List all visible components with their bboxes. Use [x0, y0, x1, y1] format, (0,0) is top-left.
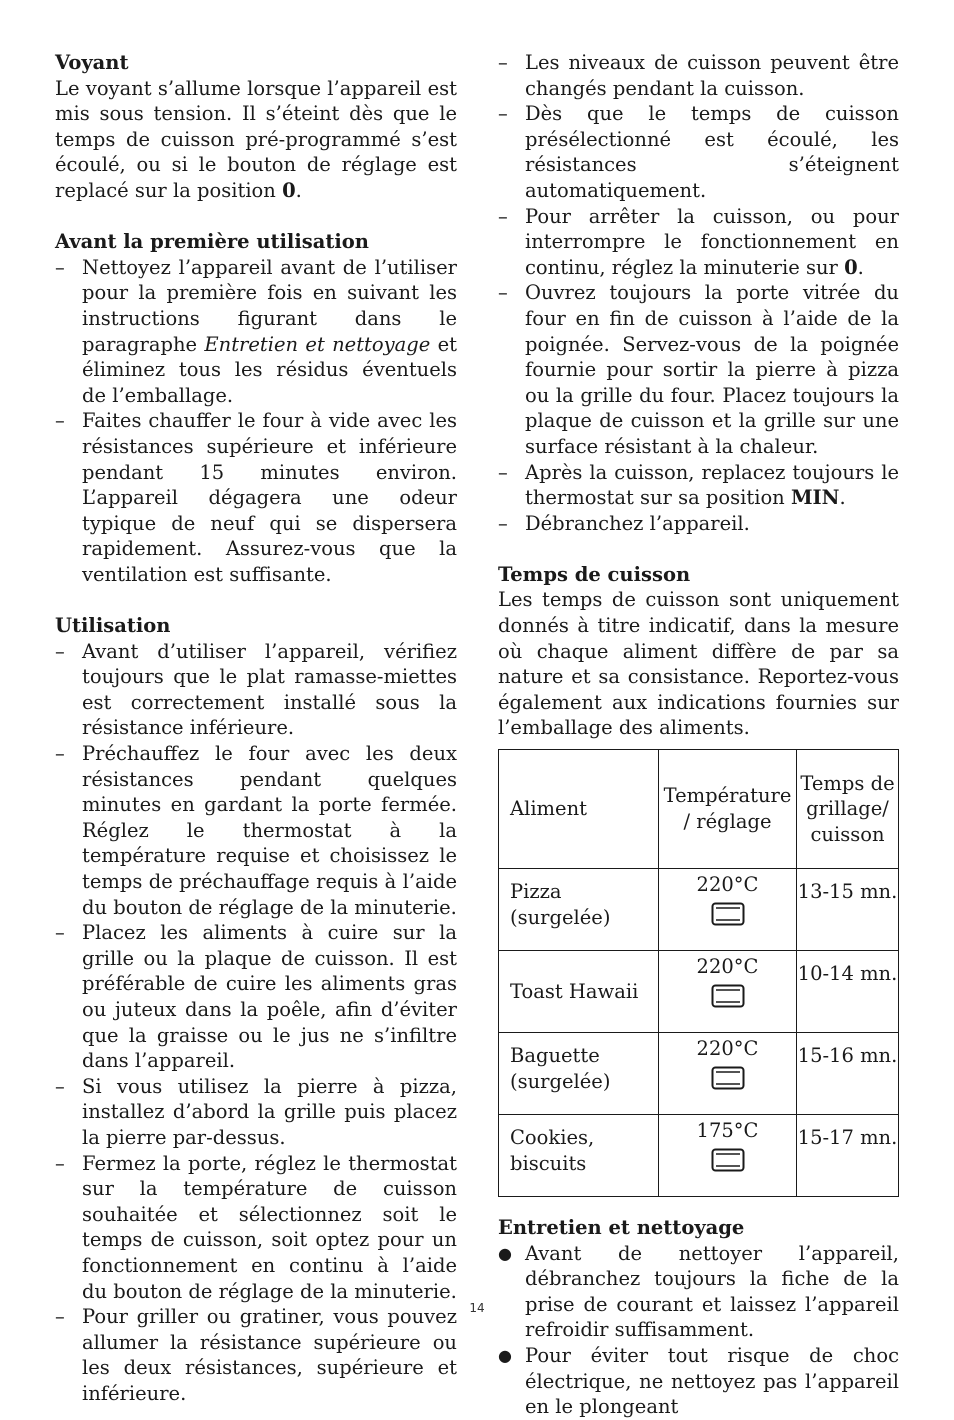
time-cell: 15-16 mn. — [797, 1033, 899, 1115]
list-item: – Placez les aliments à cuire sur la grille ou la plaque de cuisson. Il est préférable de cuire les aliments gras ou juteux dans la poêle, afin d’éviter que la graisse ou le jus ne s’infiltre dans l’appareil. — [55, 920, 457, 1074]
avant-heading: Avant la première utilisation — [55, 230, 369, 254]
temp-cell: 220°C — [659, 1033, 797, 1115]
temp-cell: 220°C — [659, 951, 797, 1033]
voyant-heading: Voyant — [55, 51, 129, 74]
list-item: – Faites chauffer le four à vide avec les résistances supérieure et inférieure pendant 15 minutes environ. L’appareil dégagera une odeur typique de neuf qui se dispersera rapidement. Assurez-vous que la ventilation est suffisante. — [55, 408, 457, 587]
list-item: – Pour griller ou gratiner, vous pouvez allumer la résistance supérieure ou les deux résistances, supérieure et inférieure. — [55, 1304, 457, 1406]
cuisson-list — [498, 50, 899, 536]
list-item: – Si vous utilisez la pierre à pizza, installez d’abord la grille puis placez la pierre par-dessus. — [55, 1074, 457, 1151]
avant-list — [55, 255, 457, 588]
page-number: 14 — [469, 1301, 485, 1315]
voyant-text: Le voyant s’allume lorsque l’appareil est mis sous tension. Il s’éteint dès que le temps de cuisson pré-programmé s’est écoulé, ou si le bouton de réglage est replacé sur la position 0. — [55, 76, 457, 202]
list-item: – Dès que le temps de cuisson présélectionné est écoulé, les résistances s’éteignent automatiquement. — [498, 101, 899, 203]
list-item: – Préchauffez le four avec les deux résistances pendant quelques minutes en gardant la porte fermée. Réglez le thermostat à la température requise et choisissez le temps de préchauffage requis à l’aide du bouton de réglage de la minuterie. — [55, 741, 457, 920]
temp-cell: 175°C — [659, 1115, 797, 1197]
list-item: – Débranchez l’appareil. — [498, 511, 899, 537]
list-item: – Fermez la porte, réglez le thermostat sur la température de cuisson souhaitée et sélectionnez soit le temps de cuisson, soit optez pour un fonctionnement en continu à l’aide du bouton de réglage de la minuterie. — [55, 1151, 457, 1305]
entretien-heading: Entretien et nettoyage — [498, 1216, 745, 1240]
time-cell: 13-15 mn. — [797, 869, 899, 951]
list-item: ● Pour éviter tout risque de choc électrique, ne nettoyez pas l’appareil en le plongeant — [498, 1343, 899, 1420]
table-row — [499, 1115, 899, 1197]
entretien-list — [498, 1241, 899, 1420]
header-temps: Temps de grillage/ cuisson — [797, 750, 899, 869]
oven-top-bottom-heat-icon — [711, 984, 745, 1008]
header-temperature: Température / réglage — [659, 750, 797, 869]
food-cell: Toast Hawaii — [499, 951, 659, 1033]
list-item: – Nettoyez l’appareil avant de l’utiliser pour la première fois en suivant les instructions figurant dans le paragraphe Entretien et nettoyage et éliminez tous les résidus éventuels de l’emballage. — [55, 255, 457, 409]
time-cell: 10-14 mn. — [797, 951, 899, 1033]
list-item: – Ouvrez toujours la porte vitrée du four en fin de cuisson à l’aide de la poignée. Servez-vous de la poignée fournie pour sortir la pierre à pizza ou la grille du four. Placez toujours la plaque de cuisson et la grille sur une surface résistant à la chaleur. — [498, 280, 899, 459]
food-cell: Pizza (surgelée) — [499, 869, 659, 951]
oven-top-bottom-heat-icon — [711, 1066, 745, 1090]
cooking-time-table — [498, 749, 899, 1197]
table-row — [499, 869, 899, 951]
food-cell: Cookies, biscuits — [499, 1115, 659, 1197]
temps-heading: Temps de cuisson — [498, 562, 691, 586]
time-cell: 15-17 mn. — [797, 1115, 899, 1197]
table-row — [499, 951, 899, 1033]
left-column — [55, 50, 457, 1406]
temps-text: Les temps de cuisson sont uniquement donnés à titre indicatif, dans la mesure où chaque aliment diffère de par sa nature et sa consistance. Reportez-vous également aux indications fournies sur l’emballage des aliments. — [498, 588, 899, 740]
table-row — [499, 1033, 899, 1115]
right-column — [498, 50, 899, 1420]
list-item: – Après la cuisson, replacez toujours le thermostat sur sa position MIN. — [498, 460, 899, 511]
utilisation-heading: Utilisation — [55, 614, 171, 638]
table-header-row — [499, 750, 899, 869]
temp-cell: 220°C — [659, 869, 797, 951]
header-aliment: Aliment — [499, 750, 659, 869]
oven-top-bottom-heat-icon — [711, 1148, 745, 1172]
food-cell: Baguette (surgelée) — [499, 1033, 659, 1115]
list-item: ● Avant de nettoyer l’appareil, débranchez toujours la fiche de la prise de courant et laissez l’appareil refroidir suffisamment. — [498, 1241, 899, 1343]
list-item: – Avant d’utiliser l’appareil, vérifiez toujours que le plat ramasse-miettes est correctement installé sous la résistance inférieure. — [55, 639, 457, 741]
list-item: – Pour arrêter la cuisson, ou pour interrompre le fonctionnement en continu, réglez la minuterie sur 0. — [498, 204, 899, 281]
list-item: – Les niveaux de cuisson peuvent être changés pendant la cuisson. — [498, 50, 899, 101]
oven-top-bottom-heat-icon — [711, 902, 745, 926]
utilisation-list — [55, 639, 457, 1407]
